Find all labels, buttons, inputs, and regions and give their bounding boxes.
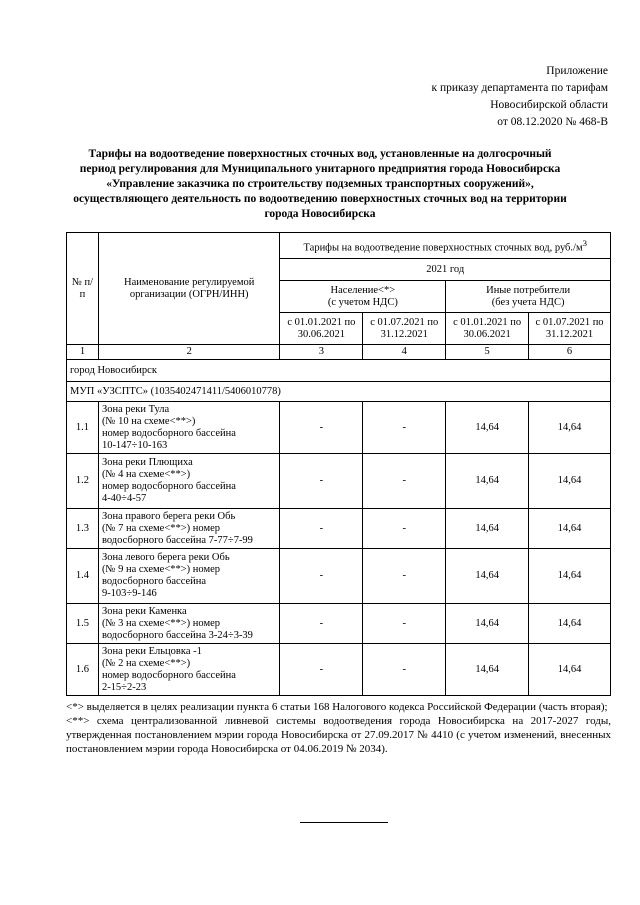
zone-name-line: (№ 2 на схеме<**>) [101, 657, 191, 669]
row-value: 14,64 [529, 402, 611, 454]
period-header: с 01.07.2021 по 31.12.2021 [363, 313, 446, 345]
zone-name-line: (№ 4 на схеме<**>) [101, 469, 191, 480]
row-number: 1.4 [67, 549, 99, 604]
col-number: 1 [67, 345, 99, 360]
zone-name-line: Зона правого берега реки Обь [101, 510, 236, 522]
zone-name-line: Зона левого берега реки Обь [101, 552, 230, 563]
org-row: МУП «УЗСПТС» (1035402471411/5406010778) [67, 382, 611, 402]
zone-name-line: (№ 9 на схеме<**>) номер [101, 564, 221, 575]
zone-name-line: водосборного бассейна 3-24÷3-39 [101, 629, 253, 641]
footnotes [66, 700, 611, 756]
zone-name-line: 4-40÷4-57 [101, 493, 147, 504]
footnote-2: <**> схема централизованной ливневой системы водоотведения города Новосибирска на 2017-2027 годы, утвержденная постановлением мэрии города Новосибирска от 27.09.2017 № 4410 (с учетом изменений, внесенных постановлением мэрии города Новосибирска от 04.06.2019 № 2034). [66, 715, 611, 755]
col-number: 4 [363, 345, 446, 360]
zone-name-line: Зона реки Тула [101, 403, 170, 415]
row-zone-name [98, 644, 280, 696]
tariff-rows [67, 402, 611, 696]
footnote-1: <*> выделяется в целях реализации пункта 6 статьи 168 Налогового кодекса Российской Федерации (часть вторая); [66, 701, 608, 713]
row-value: 14,64 [529, 549, 611, 604]
tariffs-header-text: Тарифы на водоотведение поверхностных сточных вод, руб./м [303, 242, 583, 254]
tariff-table [66, 232, 611, 696]
row-value: - [363, 509, 446, 549]
zone-name-line: Зона реки Каменка [101, 605, 187, 617]
col-number: 6 [529, 345, 611, 360]
header-line: к приказу департамента по тарифам [431, 82, 608, 94]
period-header: с 01.01.2021 по 30.06.2021 [446, 313, 529, 345]
row-number: 1.1 [67, 402, 99, 454]
zone-name-line: 2-15÷2-23 [101, 681, 147, 693]
row-zone-name [98, 402, 280, 454]
zone-name-line: Зона реки Ельцовка -1 [101, 645, 202, 657]
zone-name-line: (№ 3 на схеме<**>) номер [101, 617, 221, 629]
row-value: 14,64 [529, 604, 611, 644]
row-value: - [363, 454, 446, 509]
col-number: 3 [280, 345, 363, 360]
row-value: - [280, 454, 363, 509]
table-row [67, 402, 611, 454]
row-value: - [280, 604, 363, 644]
row-value: 14,64 [446, 604, 529, 644]
col-tariffs-header [280, 233, 611, 259]
zone-name-line: номер водосборного бассейна [101, 481, 236, 492]
col-name-header: Наименование регулируемой организации (ОГРН/ИНН) [98, 233, 280, 345]
row-zone-name [98, 509, 280, 549]
row-number: 1.2 [67, 454, 99, 509]
row-value: - [280, 549, 363, 604]
table-row [67, 454, 611, 509]
table-row [67, 644, 611, 696]
zone-name-line: номер водосборного бассейна [101, 669, 236, 681]
table-row [67, 604, 611, 644]
row-value: 14,64 [446, 549, 529, 604]
row-zone-name [98, 454, 280, 509]
group-population-header [280, 281, 446, 313]
period-header: с 01.07.2021 по 31.12.2021 [529, 313, 611, 345]
header-line: Приложение [546, 65, 608, 77]
row-value: - [363, 644, 446, 696]
zone-name-line: (№ 7 на схеме<**>) номер [101, 522, 221, 534]
row-value: - [280, 402, 363, 454]
row-value: 14,64 [446, 402, 529, 454]
zone-name-line: 9-103÷9-146 [101, 588, 157, 599]
group-sublabel: (с учетом НДС) [327, 296, 398, 308]
table-row [67, 549, 611, 604]
document-header [431, 63, 608, 131]
group-other-header [446, 281, 611, 313]
zone-name-line: (№ 10 на схеме<**>) [101, 415, 196, 427]
group-label: Иные потребители [486, 284, 571, 296]
row-value: 14,64 [446, 644, 529, 696]
year-header: 2021 год [280, 259, 611, 281]
col-num-header: № п/п [67, 233, 99, 345]
zone-name-line: водосборного бассейна [101, 576, 207, 587]
row-value: - [280, 509, 363, 549]
row-number: 1.3 [67, 509, 99, 549]
zone-name-line: 10-147÷10-163 [101, 439, 168, 451]
row-value: - [280, 644, 363, 696]
header-line: от 08.12.2020 № 468-В [497, 116, 608, 128]
row-value: 14,64 [529, 644, 611, 696]
group-label: Население<*> [330, 284, 396, 296]
unit-superscript: 3 [582, 237, 587, 248]
zone-name-line: номер водосборного бассейна [101, 427, 236, 439]
city-row: город Новосибирск [67, 360, 611, 382]
row-value: - [363, 549, 446, 604]
col-number: 5 [446, 345, 529, 360]
row-zone-name [98, 549, 280, 604]
row-value: - [363, 402, 446, 454]
end-rule [300, 822, 388, 823]
row-value: 14,64 [529, 509, 611, 549]
row-value: 14,64 [529, 454, 611, 509]
row-value: - [363, 604, 446, 644]
header-line: Новосибирской области [490, 99, 608, 111]
zone-name-line: Зона реки Плющиха [101, 457, 193, 468]
row-value: 14,64 [446, 509, 529, 549]
col-number: 2 [98, 345, 280, 360]
group-sublabel: (без учета НДС) [491, 296, 565, 308]
zone-name-line: водосборного бассейна 7-77÷7-99 [101, 534, 253, 546]
table-row [67, 509, 611, 549]
row-number: 1.6 [67, 644, 99, 696]
document-title: Тарифы на водоотведение поверхностных сточных вод, установленные на долгосрочный период регулирования для Муниципального унитарного предприятия города Новосибирска «Управление заказчика по строительству подземных транспортных сооружений», осуществляющего деятельность по водоотведению поверхностных сточных вод на территории города Новосибирска [73, 148, 567, 220]
row-value: 14,64 [446, 454, 529, 509]
row-number: 1.5 [67, 604, 99, 644]
period-header: с 01.01.2021 по 30.06.2021 [280, 313, 363, 345]
row-zone-name [98, 604, 280, 644]
